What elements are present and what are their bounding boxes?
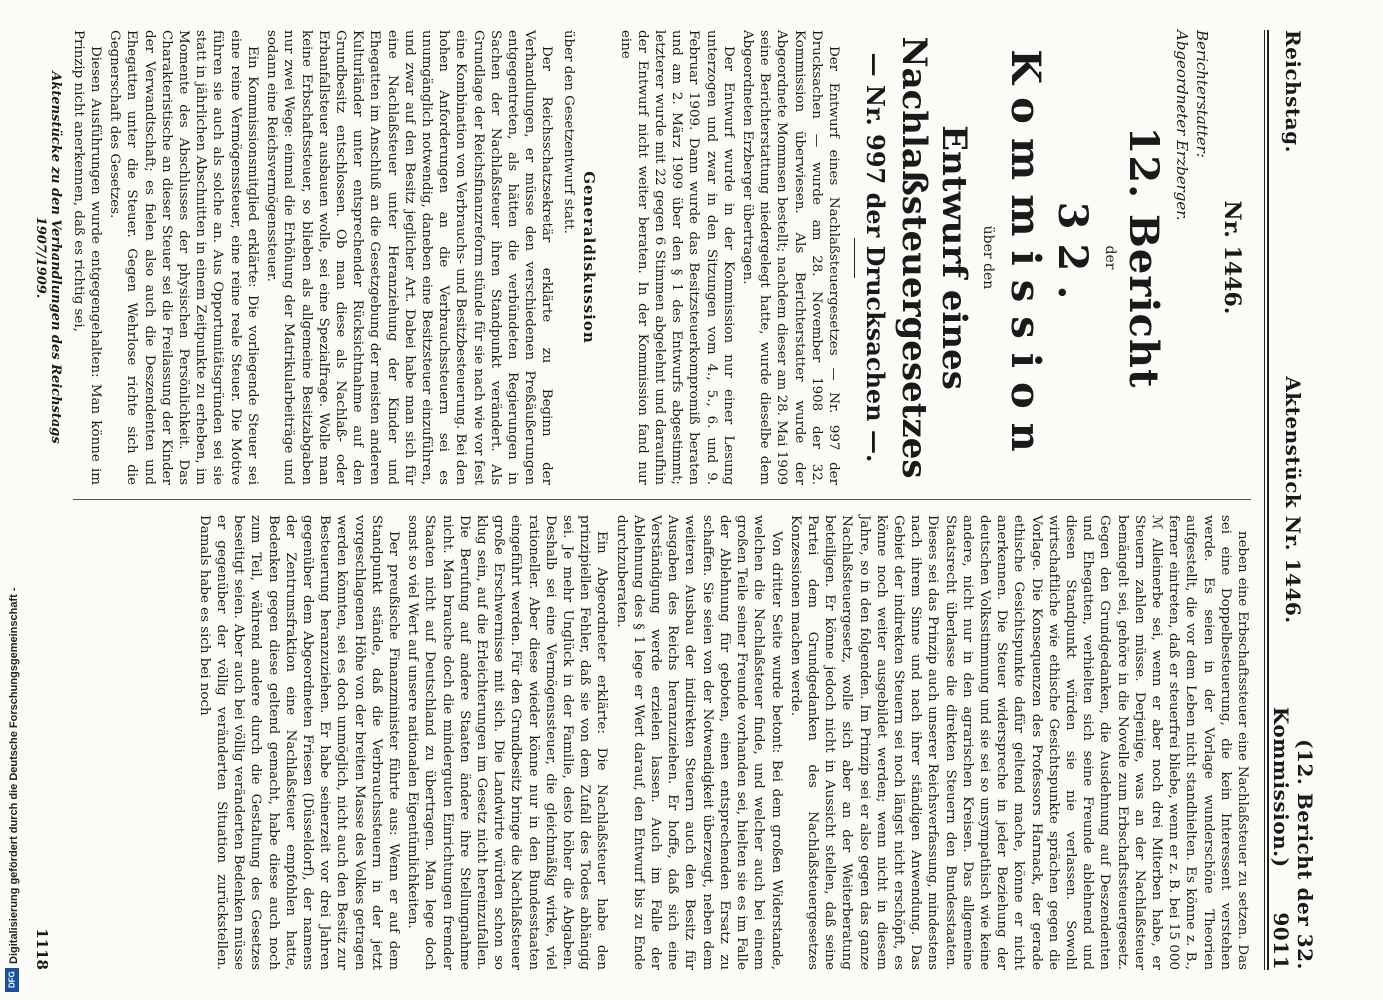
paragraph: Von dritter Seite wurde betont: Bei dem großen Widerstande, welchen die Nachlaßsteuer finde, und welcher auch bei einem großen Teile seiner Freunde vorhanden sei, hielten sie es im Falle der Ablehnung für geboten, einen entsprechenden Ersatz zu schaffen. Sie seien von der Notwendigkeit überzeugt, neben dem weiteren Ausbau der indirekten Steuern auch den Besitz für Ausgaben des Reichs heranzuziehen. Er hoffe, daß sich eine Verständigung werde erzielen lassen. Auch im Falle der Ablehnung des § 1 lege er Wert darauf, den Entwurf bis zu Ende durchzuberaten. <box>613 515 784 970</box>
document-number: Nr. 1446. <box>1219 200 1245 315</box>
footer-page-number: 1118 <box>33 928 51 970</box>
page-number: 9011 <box>1269 912 1293 971</box>
paragraph: Diesen Ausführungen wurde entgegengehalten: Man könne im Prinzip nicht anerkennen, daß es richtig sei, <box>70 30 104 485</box>
paragraph: Ein Kommissionsmitglied erklärte: Die vorliegende Steuer sei eine reine Vermögenssteuer, eine reine reale Steuer. Die Motive führen sie auch als solche an. Aus Opportunitätsgründen sei sie statt in jährlichen Abschnitten in einem Zeitpunkte zu erheben, im Momente des Abschlusses der physischen Persönlichkeit. Das Charakteristische an dieser Steuer sei die Freilassung der Kinder der Verwandtschaft; es fielen also auch die Deszendenten und Ehegatten unter die Steuer. Gegen Wehrlose richte sich die Gegnerschaft des Gesetzes. <box>107 30 260 485</box>
printed-matter-ref: — Nr. 997 der Drucksachen —. <box>861 52 890 463</box>
commission-title: 32. Kommission <box>1002 49 1096 466</box>
short-divider <box>854 238 855 278</box>
running-head-right-title: (12. Bericht der 32. Kommission.) <box>1269 706 1317 971</box>
draft-title: Entwurf eines Nachlaßsteuergesetzes <box>894 36 974 479</box>
running-head-right <box>1269 624 1317 970</box>
paragraph: Der Entwurf wurde in der Kommission nur einer Lesung unterzogen und zwar in den Sitzungen vom 4., 5., 6. und 9. Februar 1909. Dann wurde das Besitzsteuerkompromiß beraten und am 2. März 1909 über den § 1 des Entwurfs abgestimmt; letzterer wurde mit 22 gegen 6 Stimmen abgelehnt und daraufhin der Entwurf nicht weiter beraten. In der Kommission fand nur eine <box>617 30 736 485</box>
right-column <box>73 515 1251 970</box>
reporter-label: Berichterstatter: <box>1193 30 1211 158</box>
digitization-credit <box>4 587 20 994</box>
section-heading: Generaldiskussion <box>580 171 599 344</box>
title-ueber-den: über den <box>980 225 996 290</box>
credit-text: Digitalisierung gefördert durch die Deutsche Forschungsgemeinschaft - <box>8 587 20 964</box>
paragraph: Der Reichsschatzsekretär erklärte zu Beginn der Verhandlungen, er müsse den verschiedenen Preßäußerungen entgegentreten, als hätten die verbündeten Regierungen in Sachen der Nachlaßsteuer ihren Standpunkt verändert. Als Grundlage der Reichsfinanzreform stünde für sie nach wie vor fest eine Kombination von Verbrauchs- und Besitzbesteuerung. Bei den hohen Anforderungen an die Verbrauchssteuern sei es unumgänglich notwendig, daneben eine Besitzsteuer einzuführen, und zwar auf den Besitz jeglicher Art. Dabei habe man sich für eine Nachlaßsteuer unter Heranziehung der Kinder und Ehegatten im Anschluß an die Gesetzgebung der meisten anderen Kulturländer unter entsprechender Rücksichtnahme auf den Grundbesitz entschlossen. Ob man diese als Nachlaß- oder Erbanfallsteuer ausbauen wolle, sei eine Spezialfrage. Wolle man keine Erbschaftssteuer, so blieben als allgemeine Besitzabgaben nur zwei Wege: einmal die Erhöhung der Matrikularbeiträge und sodann eine Reichsvermögenssteuer. <box>264 30 555 485</box>
left-column <box>70 30 1251 485</box>
column-divider <box>73 499 1251 500</box>
paragraph: neben eine Erbschaftssteuer eine Nachlaßsteuer zu setzen. Das sei eine Doppelbesteuerung, die kein Interessent verstehen werde. Es seien in der Vorlage wunderschöne Theorien aufgestellt, die vor dem Leben nicht standhielten. Es könne z. B., ferner eintreten, daß er steuerfrei bliebe, wenn er z. B. bei 15 000 ℳ Alleinerbe sei, wenn er aber noch drei Miterben habe, er Steuern zahlen müsse. Derjenige, was an der Nachlaßsteuer bemängelt sei, gehöre in die Novelle zum Erbschaftssteuergesetz. Gegen den Grundgedanken, die Ausdehnung auf Deszendenten und Ehegatten, verhielten sich seine Freunde ablehnend und diesen Standpunkt würden sie nie verlassen. Sowohl wirtschaftliche wie ethische Gesichtspunkte sprächen gegen die Vorlage. Die Konsequenzen des Professors Harnack, der gerade ethische Gesichtspunkte dafür geltend mache, könne er nicht anerkennen. Die Steuer widerspreche in jeder Beziehung der deutschen Volksstimmung und sie sei so unsympathisch wie keine andere, nicht nur in den agrarischen Kreisen. Das allgemeine Staatsrecht überlasse die direkten Steuern den Bundesstaaten. Dieses sei das Prinzip auch unserer Reichsverfassung, mindestens nach ihrem Sinne und nach ihrer ständigen Anwendung. Das Gebiet der indirekten Steuern sei noch längst nicht erschöpft, es könne noch weiter ausgebildet werden; wenn nicht in diesem Jahre, so in den folgenden. Im Prinzip sei er also gegen das ganze Nachlaßsteuergesetz, wolle sich aber an der Weiterberatung beteiligen. Er könne jedoch nicht in Aussicht stellen, daß seine Partei dem Grundgedanken des Nachlaßsteuergesetzes Konzessionen machen werde. <box>787 515 1250 970</box>
running-head-left: Reichstag. <box>1281 30 1305 154</box>
report-title: 12. Bericht <box>1120 126 1167 389</box>
footer-note: Aktenstücke zu den Verhandlungen des Reichstags 1907/1909. <box>33 71 63 444</box>
paragraph: Ein Abgeordneter erklärte: Die Nachlaßsteuer habe den prinzipiellen Fehler, daß sie von dem Zufall des Todes abhängig sei. Je mehr Unglück in der Familie, desto höher die Abgaben. Deshalb sei eine Vermögenssteuer, die gleichmäßig wirke, viel rationeller. Aber diese wieder könne nur in den Bundesstaaten eingeführt werden. Für den Grundbesitz bringe die Nachlaßsteuer große Erschwernisse mit sich. Die Landwirte würden schon so klug sein, auf die Erleichterungen im Gesetz nicht hereinzufallen. Die Berufung auf andere Staaten ändere ihre Stellungnahme nicht. Man brauche doch die minderguten Einrichtungen fremder Staaten nicht auf Deutschland zu übertragen. Man lege doch sonst so viel Wert auf unsere nationalen Eigentümlichkeiten. <box>405 515 610 970</box>
header-rule <box>1267 30 1269 970</box>
section-subheading: über den Gesetzentwurf statt. <box>561 30 577 234</box>
running-head-center: Aktenstück Nr. 1446. <box>1281 376 1305 624</box>
page-content <box>13 30 1317 971</box>
dfg-logo: DFG <box>5 968 19 992</box>
paragraph: Der preußische Finanzminister führte aus: Wenn er auf dem Standpunkt stände, daß die Verbrauchssteuern in der jetzt vorgeschlagenen Höhe von der breiten Masse des Volkes getragen werden könnten, sei es doch unmöglich, nicht auch den Besitz zur Besteuerung heranzuziehen. Er habe seinerzeit vor drei Jahren gegenüber dem Abgeordneten Friesen (Düsseldorf), der namens der Zentrumsfraktion eine Nachlaßsteuer empfohlen hatte, Bedenken gegen diese geltend gemacht, habe diese auch noch zum Teil, während andere durch die Gestaltung des Gesetzes beseitigt seien. Aber auch bei völlig veränderten Bedenken müsse er gegenüber der völlig veränderten Situation zurückstellen. Damals habe es sich bei noch <box>196 515 402 970</box>
running-head <box>1269 30 1317 971</box>
reporter-name: Abgeordneter Erzberger. <box>1173 30 1191 221</box>
paragraph: Der Entwurf eines Nachlaßsteuergesetzes — Nr. 997 der Drucksachen — wurde am 28. November 1908 der 32. Kommission überwiesen. Als Berichterstatter wurde der Abgeordnete Mommsen bestellt; nachdem dieser am 28. Mai 1909 seine Berichterstattung niedergelegt hatte, wurde dieselbe dem Abgeordneten Erzberger übertragen. <box>739 30 841 485</box>
header-rule-thin <box>1264 30 1265 970</box>
title-der: der <box>1102 245 1118 270</box>
